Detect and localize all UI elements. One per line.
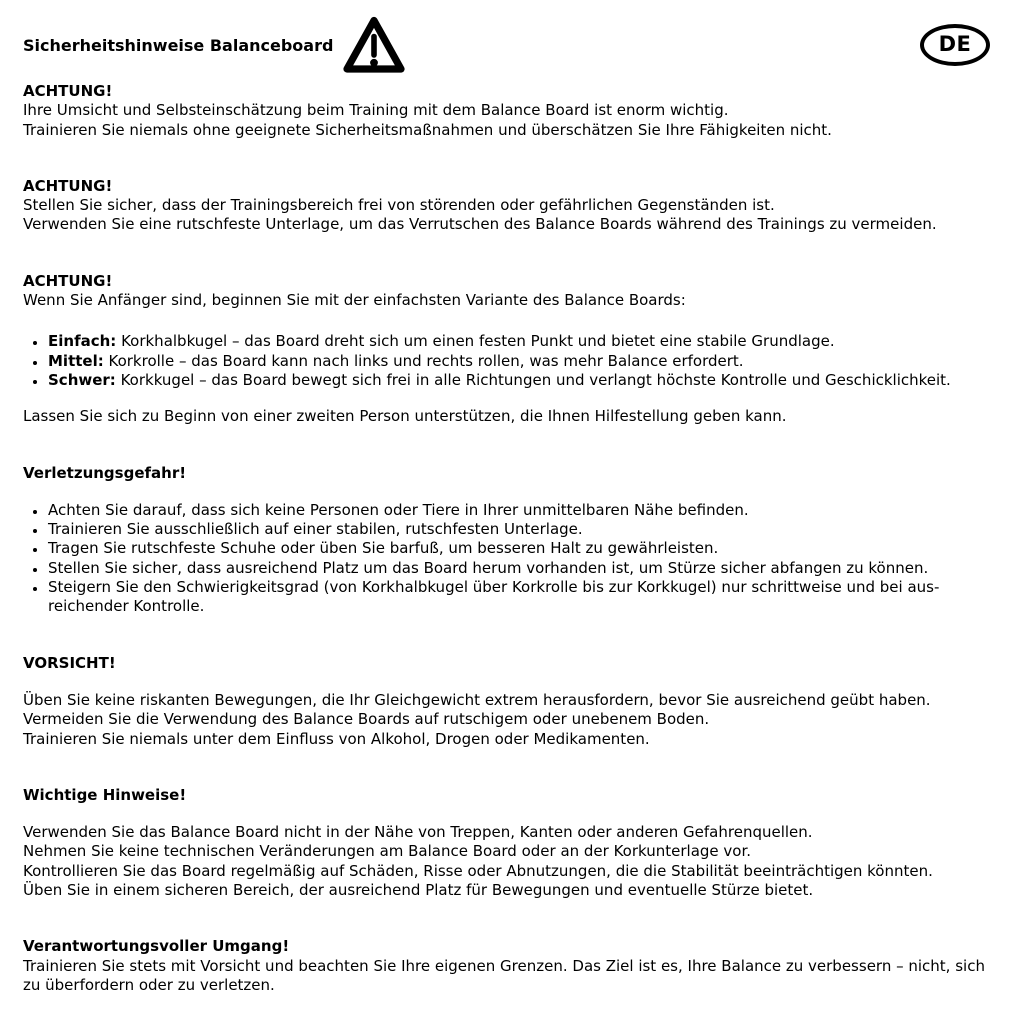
safety-item: • Trainieren Sie ausschließlich auf einer stabilen, rutschfesten Unterlage. [47,520,1005,539]
safety-item: • Achten Sie darauf, dass sich keine Personen oder Tiere in Ihrer unmittelbaren Nähe befinden. [47,501,1005,520]
paragraph: Wenn Sie Anfänger sind, beginnen Sie mit der einfachsten Variante des Balance Boards: [23,291,686,310]
paragraph: Lassen Sie sich zu Beginn von einer zweiten Person unterstützen, die Ihnen Hilfestellung geben kann. [23,407,787,426]
section-heading: Wichtige Hinweise! [23,785,187,804]
language-badge: DE [920,24,990,66]
section-verletzungsgefahr [23,464,1005,617]
section-achtung-1 [23,82,1005,140]
paragraph: Ihre Umsicht und Selbsteinschätzung beim Training mit dem Balance Board ist enorm wichtig. [23,101,729,120]
safety-list [23,501,1005,617]
document-header [23,14,1005,76]
section-achtung-2 [23,177,1005,235]
paragraph: Üben Sie keine riskanten Bewegungen, die Ihr Gleichgewicht extrem herausfordern, bevor Sie ausreichend geübt haben. [23,690,931,709]
paragraph: Vermeiden Sie die Verwendung des Balance Boards auf rutschigem oder unebenem Boden. [23,710,710,729]
section-achtung-3 [23,272,1005,427]
difficulty-item-einfach [47,332,1005,351]
safety-item: • Tragen Sie rutschfeste Schuhe oder üben Sie barfuß, um besseren Halt zu gewährleisten. [47,539,1005,558]
section-vorsicht [23,654,1005,749]
paragraph: Trainieren Sie niemals ohne geeignete Sicherheitsmaßnahmen und überschätzen Sie Ihre Fähigkeiten nicht. [23,120,832,139]
difficulty-label: Einfach: [48,332,117,351]
section-heading: VORSICHT! [23,653,116,672]
section-heading: ACHTUNG! [23,176,113,195]
page-title: Sicherheitshinweise Balanceboard [23,35,334,55]
difficulty-text: Korkrolle – das Board kann nach links und rechts rollen, was mehr Balance erfordert. [103,351,744,370]
section-heading: ACHTUNG! [23,271,113,290]
difficulty-text: Korkkugel – das Board bewegt sich frei in alle Richtungen und verlangt höchste Kontrolle und Geschicklichkeit. [115,370,951,389]
section-heading: ACHTUNG! [23,82,113,100]
safety-item: • Stellen Sie sicher, dass ausreichend Platz um das Board herum vorhanden ist, um Stürze sicher abfangen zu können. [47,559,1005,578]
section-heading: Verantwortungsvoller Umgang! [23,937,290,956]
difficulty-item-mittel [47,352,1005,371]
difficulty-label: Mittel: [48,351,104,370]
paragraph: Nehmen Sie keine technischen Veränderungen am Balance Board oder an der Korkunterlage vor. [23,842,752,861]
paragraph: Verwenden Sie das Balance Board nicht in der Nähe von Treppen, Kanten oder anderen Gefahrenquellen. [23,823,813,842]
paragraph: Trainieren Sie stets mit Vorsicht und beachten Sie Ihre eigenen Grenzen. Das Ziel ist es, Ihre Balance zu verbessern – nicht, sich zu überfordern oder zu verletzen. [23,956,985,994]
paragraph: Verwenden Sie eine rutschfeste Unterlage, um das Verrutschen des Balance Boards während des Trainings zu vermeiden. [23,215,937,234]
difficulty-item-schwer [47,371,1005,390]
difficulty-label: Schwer: [48,370,116,389]
section-heading: Verletzungsgefahr! [23,463,187,482]
difficulty-text: Korkhalbkugel – das Board dreht sich um einen festen Punkt und bietet eine stabile Grundlage. [116,332,835,351]
section-wichtige-hinweise [23,786,1005,900]
paragraph: Trainieren Sie niemals unter dem Einfluss von Alkohol, Drogen oder Medikamenten. [23,729,650,748]
difficulty-list [23,332,1005,390]
paragraph: Üben Sie in einem sicheren Bereich, der ausreichend Platz für Bewegungen und eventuelle Stürze bietet. [23,881,814,900]
safety-item: • Steigern Sie den Schwierigkeitsgrad (von Korkhalbkugel über Korkrolle bis zur Korkkugel) nur schrittweise und bei ausreichender Kontrolle. [47,578,1005,617]
paragraph: Kontrollieren Sie das Board regelmäßig auf Schäden, Risse oder Abnutzungen, die die Stabilität beeinträchtigen könnten. [23,861,933,880]
section-verantwortungsvoller-umgang [23,937,1005,995]
warning-triangle-icon [343,14,405,76]
paragraph: Stellen Sie sicher, dass der Trainingsbereich frei von störenden oder gefährlichen Gegenständen ist. [23,196,775,215]
